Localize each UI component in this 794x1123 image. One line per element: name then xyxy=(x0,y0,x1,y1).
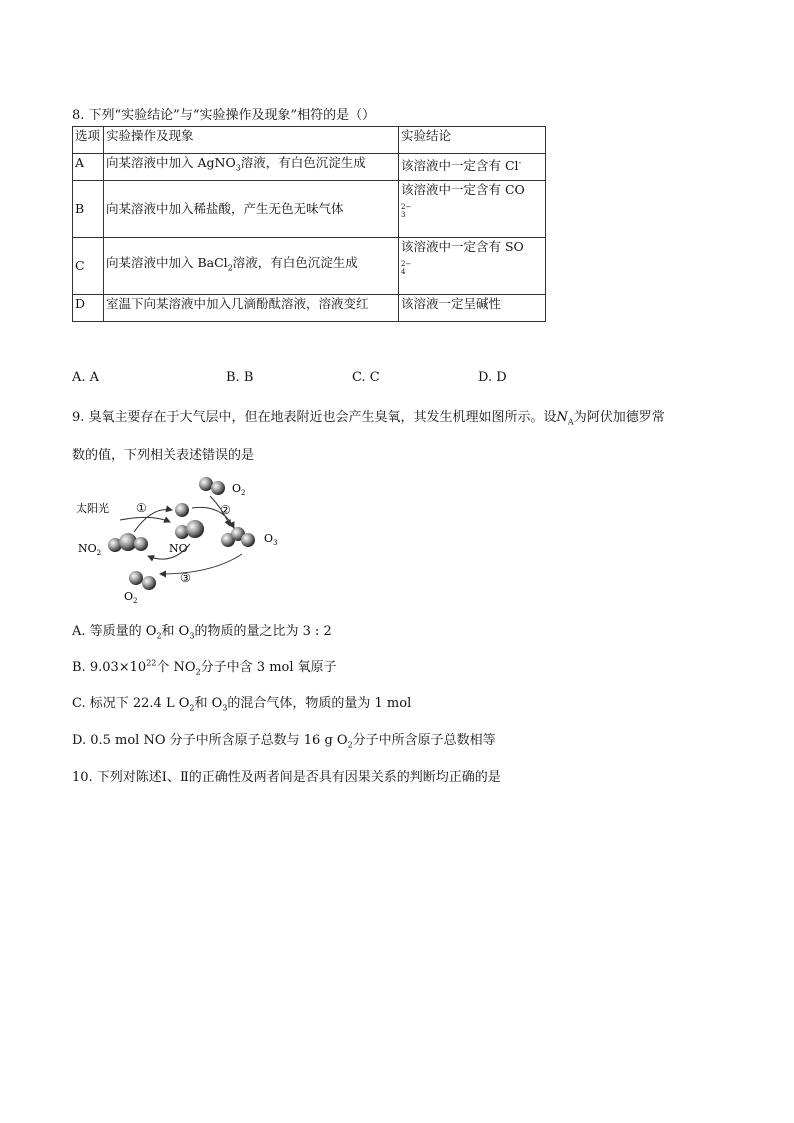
no2-label: $NO_2$ xyxy=(78,542,102,557)
ion-charge: 2− xyxy=(401,203,412,211)
avogadro-sub: A xyxy=(567,417,574,427)
q8-option-c[interactable]: C. C xyxy=(352,370,380,385)
op-text-post: 溶液，有白色沉淀生成 xyxy=(240,155,366,170)
ozone-mechanism-diagram xyxy=(72,470,292,610)
op-text-post: 溶液，有白色沉淀生成 xyxy=(232,255,358,271)
conclusion-text: 该溶液中一定含有 Cl xyxy=(401,158,519,174)
q8-option-b[interactable]: B. B xyxy=(226,370,254,385)
op-sub: 2 xyxy=(227,263,233,273)
step-2-label: ② xyxy=(220,503,231,517)
q8-title: 8. 下列“实验结论”与“实验操作及现象”相符的是（） xyxy=(72,108,376,123)
row-option: C xyxy=(73,238,104,295)
op-sub: 3 xyxy=(235,163,241,173)
row-option: D xyxy=(73,295,104,322)
avogadro-symbol: N xyxy=(556,410,568,425)
no-label: NO xyxy=(169,542,188,555)
table-row xyxy=(73,238,546,295)
row-option: B xyxy=(73,181,104,238)
conclusion-text: 该溶液中一定含有 SO xyxy=(401,239,524,254)
sunlight-label: 太阳光 xyxy=(76,502,109,515)
stem-text-post: 为阿伏加德罗常 xyxy=(573,410,665,425)
row-operation xyxy=(104,154,399,181)
q9-option-c[interactable]: C. 标况下 22.4 L $O_2$和 $O_3$的混合气体，物质的量为 1 mol xyxy=(72,696,412,713)
q9-option-b[interactable]: B. $9.03\times 10^{22}$个 $NO_2$分子中含 3 mol 氧原子 xyxy=(72,658,337,677)
row-operation xyxy=(104,238,399,295)
table-row xyxy=(73,154,546,181)
ion-annotation xyxy=(401,203,543,219)
row-option: A xyxy=(73,154,104,181)
header-operation: 实验操作及现象 xyxy=(104,127,399,154)
o2-top-label: $O_2$ xyxy=(232,482,246,497)
stem-text: 9. 臭氧主要存在于大气层中，但在地表附近也会产生臭氧，其发生机理如图所示。设 xyxy=(72,410,557,425)
ion-subscript: 4 xyxy=(401,268,406,276)
no-molecule xyxy=(175,520,204,539)
step-3-label: ③ xyxy=(180,571,191,585)
ion-annotation xyxy=(401,260,543,276)
op-text: 向某溶液中加入 AgNO xyxy=(106,155,236,170)
o3-molecule xyxy=(221,527,255,547)
ion-charge: - xyxy=(518,158,522,167)
op-text: 向某溶液中加入 BaCl xyxy=(106,255,228,271)
ion-charge: 2− xyxy=(401,260,412,268)
ion-subscript: 3 xyxy=(401,211,406,219)
o2-bottom-label: $O_2$ xyxy=(124,590,138,605)
row-operation: 向某溶液中加入稀盐酸，产生无色无味气体 xyxy=(104,181,399,238)
o-atom xyxy=(175,503,189,517)
o3-label: $O_3$ xyxy=(264,532,278,547)
conclusion-text: 该溶液中一定含有 CO xyxy=(401,182,525,197)
row-conclusion xyxy=(399,154,546,181)
no2-molecule xyxy=(108,533,148,552)
q10-title: 10. 下列对陈述Ⅰ、Ⅱ的正确性及两者间是否具有因果关系的判断均正确的是 xyxy=(72,770,501,785)
table-header-row xyxy=(73,127,546,154)
step-1-label: ① xyxy=(136,501,147,515)
q9-option-a[interactable]: A. 等质量的 $O_2$和 $O_3$的物质的量之比为 3 : 2 xyxy=(72,624,332,641)
q8-option-a[interactable]: A. A xyxy=(72,370,100,385)
q9-option-d[interactable]: D. 0.5 mol NO 分子中所含原子总数与 16 g $O_2$分子中所含原子总数相等 xyxy=(72,733,496,750)
header-option: 选项 xyxy=(73,127,104,154)
table-row xyxy=(73,181,546,238)
row-conclusion: 该溶液一定呈碱性 xyxy=(399,295,546,322)
experiment-table xyxy=(72,126,546,322)
o2-molecule-top xyxy=(199,477,225,495)
q9-stem-line1 xyxy=(72,406,665,427)
table-row xyxy=(73,295,546,322)
row-conclusion xyxy=(399,238,546,295)
row-operation: 室温下向某溶液中加入几滴酚酞溶液，溶液变红 xyxy=(104,295,399,322)
row-conclusion xyxy=(399,181,546,238)
q9-stem-line2: 数的值，下列相关表述错误的是 xyxy=(72,448,255,463)
q8-option-d[interactable]: D. D xyxy=(478,370,507,385)
header-conclusion: 实验结论 xyxy=(399,127,546,154)
o2-molecule-bottom xyxy=(129,571,156,590)
